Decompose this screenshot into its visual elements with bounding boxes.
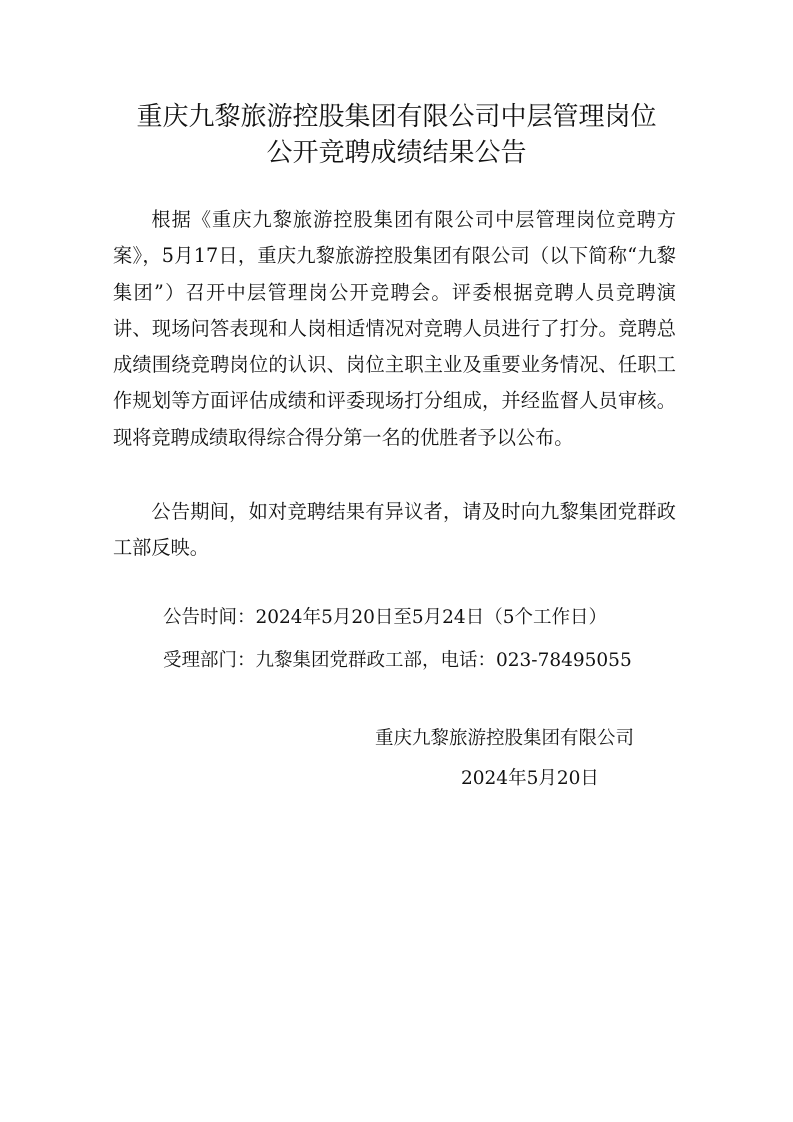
body-paragraph-2: 公告期间，如对竞聘结果有异议者，请及时向九黎集团党群政工部反映。 (113, 500, 676, 560)
notice-period: 公告时间：2024年5月20日至5月24日（5个工作日） (163, 607, 607, 628)
signature-organization: 重庆九黎旅游控股集团有限公司 (375, 728, 635, 749)
body-paragraph-1: 根据《重庆九黎旅游控股集团有限公司中层管理岗位竞聘方案》，5月17日，重庆九黎旅游控股集团有限公司（以下简称“九黎集团”）召开中层管理岗公开竞聘会。评委根据竞聘人员竞聘演讲、现场问答表现和人岗相适情况对竞聘人员进行了打分。竞聘总成绩围绕竞聘岗位的认识、岗位主职主业及重要业务情况、任职工作规划等方面评估成绩和评委现场打分组成，并经监督人员审核。现将竞聘成绩取得综合得分第一名的优胜者予以公布。 (113, 208, 676, 449)
signature-date: 2024年5月20日 (461, 768, 599, 789)
document-title-line-1: 重庆九黎旅游控股集团有限公司中层管理岗位 (136, 102, 657, 132)
contact-department: 受理部门：九黎集团党群政工部，电话：023-78495055 (163, 650, 632, 671)
document-title-line-2: 公开竞聘成绩结果公告 (266, 138, 527, 168)
